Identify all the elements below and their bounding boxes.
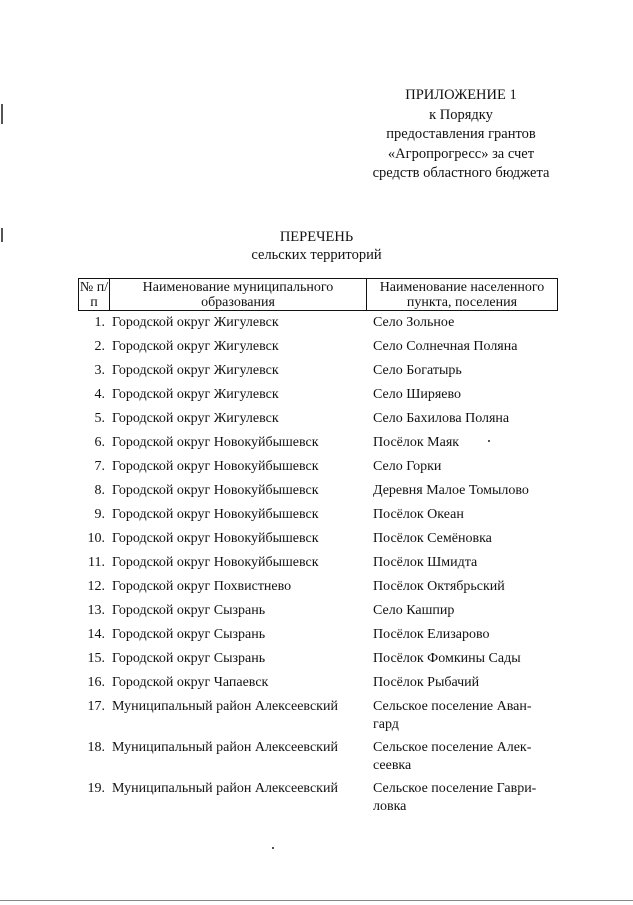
row-number: 6.	[94, 435, 105, 450]
row-settlement: Сельское поселение Аван- гард	[373, 699, 532, 732]
row-number: 9.	[94, 507, 105, 522]
document-title-block	[0, 228, 633, 264]
row-municipality: Городской округ Новокуйбышевск	[112, 483, 319, 498]
row-settlement: Посёлок Рыбачий	[373, 675, 480, 690]
row-number: 18.	[87, 740, 105, 755]
row-settlement: Сельское поселение Алек- сеевка	[373, 740, 532, 773]
row-number: 2.	[94, 339, 105, 354]
scan-mark	[272, 847, 274, 849]
appendix-title: ПРИЛОЖЕНИЕ 1	[405, 87, 517, 103]
table-row	[78, 362, 558, 386]
row-settlement: Посёлок Октябрьский	[373, 579, 505, 594]
table-row	[78, 739, 558, 780]
row-number: 8.	[94, 483, 105, 498]
appendix-line: предоставления грантов	[386, 126, 536, 142]
row-municipality: Городской округ Новокуйбышевск	[112, 507, 319, 522]
row-municipality: Городской округ Чапаевск	[112, 675, 269, 690]
table-row	[78, 602, 558, 626]
row-municipality: Городской округ Сызрань	[112, 603, 266, 618]
row-number: 17.	[87, 699, 105, 714]
row-settlement: Посёлок Елизарово	[373, 627, 490, 642]
row-municipality: Городской округ Новокуйбышевск	[112, 459, 319, 474]
table-row	[78, 314, 558, 338]
row-number: 11.	[88, 555, 105, 570]
row-settlement: Село Бахилова Поляна	[373, 411, 510, 426]
table-row	[78, 626, 558, 650]
row-municipality: Городской округ Сызрань	[112, 627, 266, 642]
table-row	[78, 578, 558, 602]
row-municipality: Городской округ Сызрань	[112, 651, 266, 666]
row-settlement: Село Горки	[373, 459, 442, 474]
table-row	[78, 780, 558, 821]
appendix-line: «Агропрогресс» за счет	[387, 145, 535, 162]
row-settlement: Село Ширяево	[373, 387, 461, 402]
row-municipality: Городской округ Жигулевск	[112, 411, 279, 426]
row-municipality: Муниципальный район Алексеевский	[112, 740, 338, 755]
table-header	[78, 278, 558, 311]
appendix-line: средств областного бюджета	[372, 165, 550, 181]
document-title: ПЕРЕЧЕНЬ	[279, 229, 354, 245]
scan-mark	[488, 440, 490, 442]
appendix-line: к Порядку	[429, 106, 493, 123]
table-row	[78, 674, 558, 698]
scan-mark	[1, 228, 3, 242]
table-row	[78, 554, 558, 578]
table-row	[78, 386, 558, 410]
row-municipality: Городской округ Жигулевск	[112, 315, 279, 330]
header-settlement: Наименование населенного пункта, поселения	[379, 280, 545, 310]
table-row	[78, 482, 558, 506]
row-settlement: Село Зольное	[373, 315, 455, 330]
table-row	[78, 506, 558, 530]
row-settlement: Посёлок Фомкины Сады	[373, 651, 521, 666]
table-row	[78, 698, 558, 739]
row-number: 16.	[87, 675, 105, 690]
row-municipality: Городской округ Жигулевск	[112, 339, 279, 354]
row-municipality: Городской округ Новокуйбышевск	[112, 435, 319, 450]
row-number: 3.	[94, 363, 105, 378]
row-municipality: Городской округ Новокуйбышевск	[112, 531, 319, 546]
row-number: 7.	[94, 459, 105, 474]
row-number: 4.	[94, 387, 105, 402]
appendix-block	[330, 86, 592, 184]
row-municipality: Городской округ Новокуйбышевск	[112, 555, 319, 570]
document-subtitle: сельских территорий	[251, 247, 382, 263]
row-settlement: Посёлок Шмидта	[373, 555, 478, 570]
row-number: 5.	[94, 411, 105, 426]
row-settlement: Село Кашпир	[373, 603, 455, 618]
scan-edge-line	[0, 900, 633, 901]
row-settlement: Деревня Малое Томылово	[373, 483, 529, 498]
row-settlement: Село Богатырь	[373, 363, 462, 378]
row-number: 10.	[87, 531, 105, 546]
row-municipality: Городской округ Похвистнево	[112, 579, 292, 594]
header-number: № п/п	[79, 280, 109, 310]
row-municipality: Городской округ Жигулевск	[112, 363, 279, 378]
table-row	[78, 530, 558, 554]
row-settlement: Посёлок Маяк	[373, 435, 460, 450]
scan-mark	[1, 104, 3, 124]
table-body	[78, 314, 558, 821]
row-municipality: Городской округ Жигулевск	[112, 387, 279, 402]
header-municipality: Наименование муниципального образования	[110, 279, 367, 310]
row-number: 13.	[87, 603, 105, 618]
row-settlement: Посёлок Океан	[373, 507, 464, 522]
row-number: 12.	[87, 579, 105, 594]
row-number: 15.	[87, 651, 105, 666]
row-number: 19.	[87, 781, 105, 796]
table-row	[78, 434, 558, 458]
row-settlement: Посёлок Семёновка	[373, 531, 492, 546]
row-settlement: Село Солнечная Поляна	[373, 339, 518, 354]
table-row	[78, 650, 558, 674]
row-municipality: Муниципальный район Алексеевский	[112, 781, 338, 796]
row-municipality: Муниципальный район Алексеевский	[112, 699, 338, 714]
row-number: 14.	[87, 627, 105, 642]
row-number: 1.	[94, 315, 105, 330]
row-settlement: Сельское поселение Гаври- ловка	[373, 781, 537, 814]
table-row	[78, 458, 558, 482]
table-row	[78, 410, 558, 434]
table-row	[78, 338, 558, 362]
